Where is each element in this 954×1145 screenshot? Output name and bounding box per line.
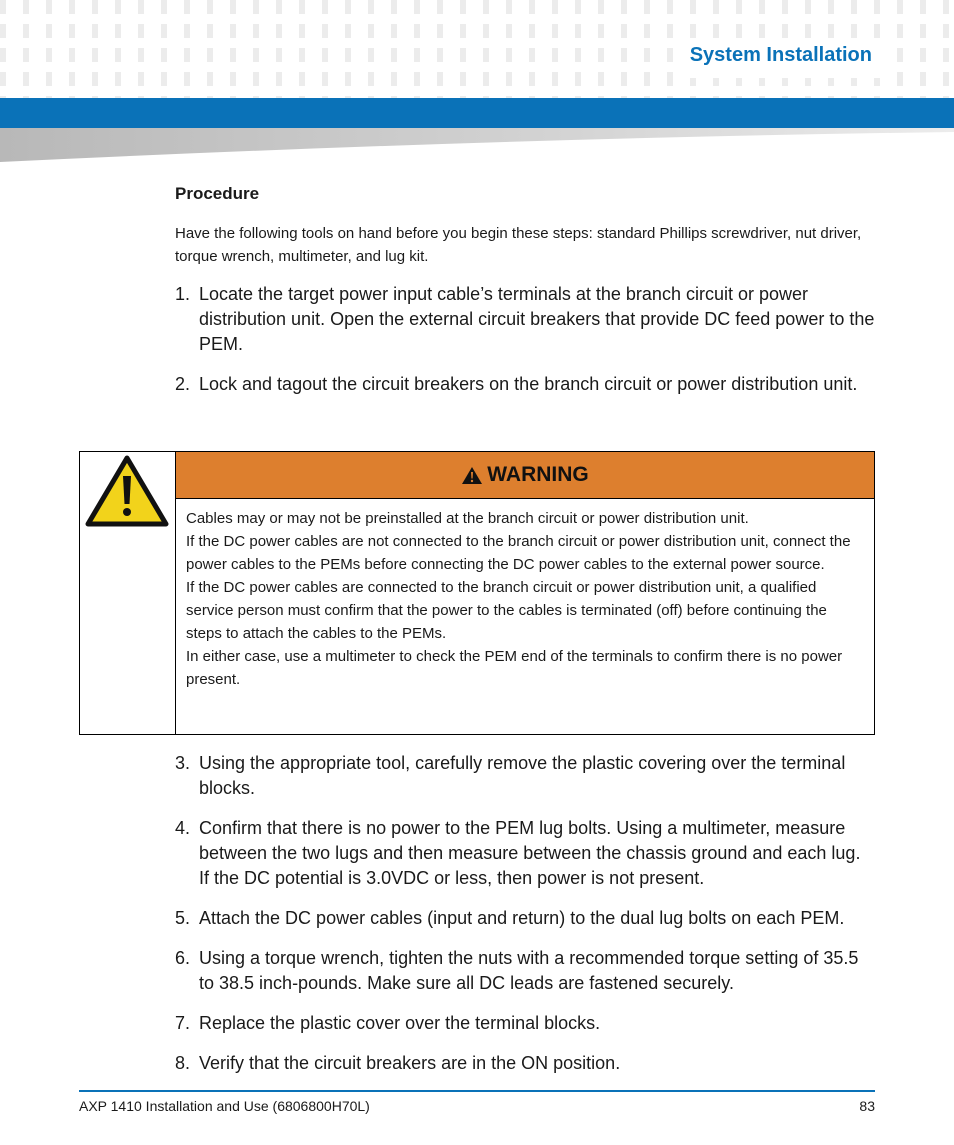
step-text: Using the appropriate tool, carefully remove the plastic covering over the terminal blocks. [199,753,846,798]
step-number: 8. [175,1053,191,1073]
small-warning-triangle-icon [461,466,483,485]
steps-list-after [175,751,875,1076]
warning-banner-label [461,463,589,487]
step-number: 7. [175,1013,191,1033]
warning-main [176,452,874,734]
step-number: 2. [175,374,191,394]
footer-doc-title: AXP 1410 Installation and Use (6806800H70L) [79,1098,370,1114]
footer-rule [79,1090,875,1092]
step-number: 1. [175,284,191,304]
step-item [175,1051,875,1076]
step-text: Lock and tagout the circuit breakers on the branch circuit or power distribution unit. [199,374,858,394]
footer-page-number: 83 [859,1098,875,1114]
warning-triangle-icon [84,454,170,528]
step-number: 3. [175,753,191,773]
warning-box [79,451,875,735]
step-item [175,946,875,996]
step-number: 6. [175,948,191,968]
step-text: Attach the DC power cables (input and return) to the dual lug bolts on each PEM. [199,908,845,928]
step-item [175,282,875,357]
header-gray-swoosh [0,128,954,164]
warning-paragraph: If the DC power cables are connected to the branch circuit or power distribution unit, a qualified service person must confirm that the power to the cables is terminated (off) before continuing the steps to attach the cables to the PEMs. [186,579,827,642]
step-item [175,372,875,397]
warning-banner [176,452,874,499]
step-text: Locate the target power input cable’s terminals at the branch circuit or power distribution unit. Open the external circuit breakers that provide DC feed power to the PEM. [199,284,875,354]
step-text: Verify that the circuit breakers are in the ON position. [199,1053,621,1073]
step-text: Using a torque wrench, tighten the nuts with a recommended torque setting of 35.5 to 38.5 inch-pounds. Make sure all DC leads are fastened securely. [199,948,859,993]
warning-paragraph: Cables may or may not be preinstalled at the branch circuit or power distribution unit. [186,510,749,527]
step-item [175,751,875,801]
step-item [175,906,875,931]
step-number: 5. [175,908,191,928]
steps-list-before [175,282,875,397]
warning-text [176,499,874,691]
warning-paragraph: In either case, use a multimeter to check the PEM end of the terminals to confirm there is no power present. [186,648,843,688]
step-item [175,816,875,891]
section-title: System Installation [689,44,872,66]
warning-paragraph: If the DC power cables are not connected to the branch circuit or power distribution unit, connect the power cables to the PEMs before connecting the DC power cables to the external power source. [186,533,851,573]
header-blue-bar [0,98,954,128]
procedure-heading: Procedure [175,184,260,203]
step-number: 4. [175,818,191,838]
warning-icon-cell [80,452,176,734]
step-item [175,1011,875,1036]
intro-paragraph: Have the following tools on hand before you begin these steps: standard Phillips screwdriver, nut driver, torque wrench, multimeter, and lug kit. [175,225,862,265]
steps-section-after [175,751,875,1091]
procedure-section [175,184,875,412]
warning-label: WARNING [487,463,589,486]
step-text: Confirm that there is no power to the PEM lug bolts. Using a multimeter, measure between the two lugs and then measure between the chassis ground and each lug. If the DC potential is 3.0VDC or less, then power is not present. [199,818,861,888]
step-text: Replace the plastic cover over the terminal blocks. [199,1013,601,1033]
